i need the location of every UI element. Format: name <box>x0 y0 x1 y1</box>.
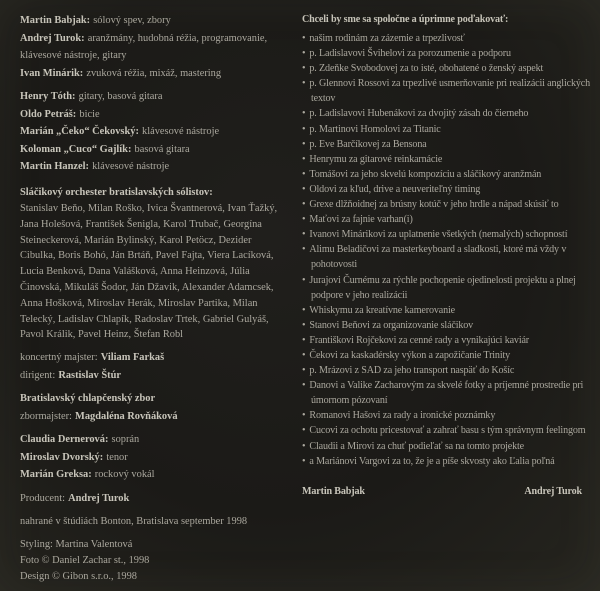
artist-name: Oldo Petráš: <box>20 108 77 120</box>
primary-credits-block <box>20 12 288 82</box>
thanks-text: Grexe dlžňoidnej za brúsny kotúč v jeho hrdle a nápad skúsiť to <box>309 199 559 211</box>
thanks-item <box>302 348 592 363</box>
credit-line <box>20 449 288 467</box>
bullet-icon: • <box>302 304 306 316</box>
artist-name: Ivan Minárik: <box>20 67 84 79</box>
artist-role: tenor <box>106 451 128 463</box>
credit-value: Magdaléna Rovňáková <box>75 410 178 422</box>
bullet-icon: • <box>302 183 306 195</box>
thanks-text: p. Mrázovi z SAD za jeho transport naspäť do Košíc <box>309 365 515 377</box>
credit-line <box>20 123 288 141</box>
thanks-item <box>302 46 592 61</box>
artist-role: basová gitara <box>134 143 190 155</box>
artist-name: Martin Babjak: <box>20 15 91 26</box>
thanks-item <box>302 378 592 408</box>
choir-block <box>20 390 288 425</box>
thanks-item <box>302 212 592 227</box>
thanks-item <box>302 333 592 348</box>
thanks-text: Tomášovi za jeho skvelú kompozíciu a sláčikový aranžmán <box>309 168 542 180</box>
thanks-item <box>302 197 592 212</box>
thanks-text: p. Zdeňke Svobodovej za to isté, obohatené o ženský aspekt <box>309 63 544 75</box>
orchestra-members: Stanislav Beňo, Milan Roško, Ivica Švantnerová, Ivan Ťažký, Jana Holešová, František Šenigla, Karol Trubač, Georgína Steineckerová, Marián Bylinský, Karol Petöcz, Dezider Cibulka, Boris Bohó, Ján Brtáň, Pavel Fajta, Viera Lacíková, Lucia Benková, Dana Valášková, Anna Heinzová, Júlia Činovská, Mikuláš Šodor, Ján Džavik, Alexander Adamcsek, Anna Hošková, Miroslav Herák, Miroslav Partika, Milan Telecký, Ladislav Chlapík, Radoslav Trtek, Gabriel Gulyáš, Pavol Králik, Pavel Heinz, Štefan Robl <box>20 203 278 341</box>
artist-name: Marián Greksa: <box>20 469 92 481</box>
thanks-item <box>302 106 592 121</box>
thanks-text: p. Martinovi Homolovi za Titanic <box>309 123 441 135</box>
credit-label: Producent: <box>20 492 66 504</box>
thanks-text: Maťovi za fajnie varhan(i) <box>309 214 413 226</box>
credit-line <box>20 431 288 449</box>
credit-line <box>20 141 288 159</box>
thanks-text: Františkovi Rojčekovi za cenné rady a vynikajúci kaviár <box>309 334 530 346</box>
bullet-icon: • <box>302 199 306 211</box>
credit-line <box>20 30 288 65</box>
artist-name: Henry Tóth: <box>20 91 76 102</box>
credit-label: koncertný majster: <box>20 352 98 364</box>
photo-copyright-note: Foto © Daniel Zachar st., 1998 <box>20 554 150 566</box>
thanks-item <box>302 152 592 167</box>
thanks-text: p. Ladislavovi Švihelovi za porozumenie a podporu <box>309 48 511 60</box>
credit-line <box>20 106 288 124</box>
thanks-text: Jurajovi Čurnému za rýchle pochopenie ojedinelosti projektu a plnej podpore v jeho realizácii <box>309 274 576 301</box>
orchestra-block <box>20 184 288 344</box>
credit-line <box>20 490 288 508</box>
guest-vocalists-block <box>20 431 288 484</box>
credits-column <box>20 12 288 591</box>
credit-line <box>20 158 288 176</box>
artist-role: zvuková réžia, mixáž, mastering <box>86 67 222 79</box>
bullet-icon: • <box>302 244 306 256</box>
thanks-item <box>302 182 592 197</box>
artist-role: klávesové nástroje <box>92 161 170 172</box>
recording-note: nahrané v štúdiách Bonton, Bratislava september 1998 <box>20 516 248 528</box>
choir-name: Bratislavský chlapčenský zbor <box>20 393 156 405</box>
thanks-item <box>302 31 592 46</box>
bullet-icon: • <box>302 455 306 467</box>
thanks-text: Danovi a Valike Zacharovým za skvelé fotky a príjemné prostredie pri úmornom pózovaní <box>309 380 584 407</box>
thanks-text: našim rodinám za zázemie a trpezlivosť <box>309 33 465 44</box>
thanks-item <box>302 423 592 438</box>
artist-role: klávesové nástroje <box>142 126 220 137</box>
artist-role: aranžmány, hudobná réžia, programovanie, klávesové nástroje, gitary <box>20 32 268 61</box>
thanks-item <box>302 273 592 303</box>
artist-role: soprán <box>111 434 140 446</box>
thanks-text: Ivanovi Minárikovi za uplatnenie všetkých (nemalých) schopností <box>309 229 568 241</box>
thanks-item <box>302 303 592 318</box>
bullet-icon: • <box>302 440 306 452</box>
bullet-icon: • <box>302 334 306 346</box>
artist-name: Koloman „Cuco“ Gajlík: <box>20 143 132 155</box>
bullet-icon: • <box>302 380 306 392</box>
bullet-icon: • <box>302 365 306 377</box>
thanks-item <box>302 363 592 378</box>
artist-name: Claudia Dernerová: <box>20 434 109 446</box>
thanks-text: Claudii a Mirovi za chuť podieľať sa na tomto projekte <box>309 440 524 452</box>
bullet-icon: • <box>302 48 306 60</box>
orchestra-heading: Sláčikový orchester bratislavských sólistov: <box>20 186 213 198</box>
credit-line <box>20 88 288 106</box>
artist-role: sólový spev, zbory <box>93 15 171 26</box>
bullet-icon: • <box>302 214 306 226</box>
thanks-text: Oldovi za kľud, drive a neuveriteľný timing <box>309 183 481 195</box>
thanks-item <box>302 439 592 454</box>
credit-line <box>20 466 288 484</box>
thanks-text: a Mariánovi Vargovi za to, že je a píše skvosty ako Ľalia poľná <box>309 455 555 467</box>
credit-label: dirigent: <box>20 369 56 381</box>
credit-label: zbormajster: <box>20 410 72 422</box>
artist-name: Miroslav Dvorský: <box>20 451 104 463</box>
thanks-text: Alimu Beladičovi za masterkeyboard a sladkosti, ktoré má vždy v pohotovosti <box>309 244 567 271</box>
bullet-icon: • <box>302 274 306 286</box>
thanks-item <box>302 137 592 152</box>
production-notes-block <box>20 537 288 585</box>
bullet-icon: • <box>302 425 306 437</box>
thanks-text: p. Glennovi Rossovi za trpezlivé usmerňovanie pri realizácii anglických textov <box>309 78 590 105</box>
thanks-text: Henrymu za gitarové reinkarnácie <box>309 153 443 165</box>
thanks-list <box>302 31 592 469</box>
bullet-icon: • <box>302 123 306 135</box>
thanks-text: Čekovi za kaskadérsky výkon a zapožičanie Trinity <box>309 349 511 361</box>
thanks-item <box>302 227 592 242</box>
signature-left: Martin Babjak <box>302 485 365 497</box>
credit-line <box>20 65 288 83</box>
thanks-column <box>302 12 592 591</box>
thanks-text: Romanovi Hašovi za rady a ironické poznámky <box>309 410 496 422</box>
thanks-item <box>302 167 592 182</box>
thanks-item <box>302 76 592 106</box>
recording-note-block <box>20 513 288 531</box>
design-copyright-note: Design © Gibon s.r.o., 1998 <box>20 570 137 582</box>
thanks-item <box>302 242 592 272</box>
bullet-icon: • <box>302 349 306 361</box>
leaders-block <box>20 349 288 384</box>
styling-note: Styling: Martina Valentová <box>20 538 133 550</box>
bullet-icon: • <box>302 168 306 180</box>
thanks-text: p. Eve Barčíkovej za Bensona <box>309 138 427 150</box>
credit-line <box>20 349 288 367</box>
artist-role: gitary, basová gitara <box>78 91 163 102</box>
bullet-icon: • <box>302 229 306 241</box>
credit-line <box>20 367 288 385</box>
bullet-icon: • <box>302 410 306 422</box>
credit-value: Andrej Turok <box>68 492 130 504</box>
bullet-icon: • <box>302 138 306 150</box>
thanks-item <box>302 454 592 469</box>
signatures-row <box>302 484 592 500</box>
thanks-text: Whiskymu za kreatívne kamerovanie <box>309 304 455 316</box>
producer-block <box>20 490 288 508</box>
artist-name: Marián „Čeko“ Čekovský: <box>20 126 139 137</box>
bullet-icon: • <box>302 63 306 75</box>
bullet-icon: • <box>302 33 306 44</box>
thanks-text: Cucovi za ochotu pricestovať a zahrať basu s tým správnym feelingom <box>309 425 586 437</box>
artist-role: bicie <box>79 108 100 120</box>
credit-value: Rastislav Štúr <box>58 369 121 381</box>
thanks-item <box>302 61 592 76</box>
credit-line <box>20 12 288 30</box>
bullet-icon: • <box>302 78 306 90</box>
band-credits-block <box>20 88 288 176</box>
thanks-heading: Chceli by sme sa spoločne a úprimne poďakovať: <box>302 14 509 25</box>
thanks-item <box>302 122 592 137</box>
artist-role: rockový vokál <box>94 469 155 481</box>
thanks-text: Stanovi Beňovi za organizovanie sláčikov <box>309 319 474 331</box>
thanks-item <box>302 318 592 333</box>
signature-right: Andrej Turok <box>524 485 582 497</box>
credit-line <box>20 408 288 426</box>
artist-name: Martin Hanzel: <box>20 161 89 172</box>
bullet-icon: • <box>302 319 306 331</box>
bullet-icon: • <box>302 108 306 120</box>
credit-value: Viliam Farkaš <box>100 352 165 364</box>
bullet-icon: • <box>302 153 306 165</box>
thanks-item <box>302 408 592 423</box>
thanks-text: p. Ladislavovi Hubenákovi za dvojitý zásah do čierneho <box>309 108 529 120</box>
artist-name: Andrej Turok: <box>20 32 85 44</box>
